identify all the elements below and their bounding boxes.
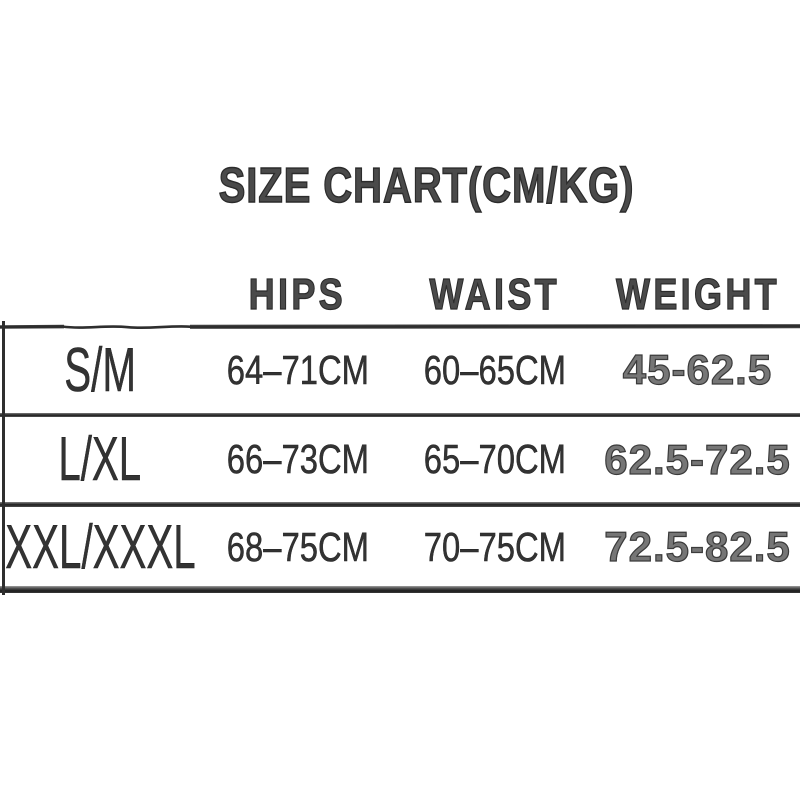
header-cell-hips [200, 270, 395, 320]
waist-value: 65–70CM [423, 436, 567, 482]
weight-cell [595, 523, 800, 571]
table-row [0, 327, 800, 413]
size-cell [0, 424, 200, 495]
table-rule-bottom [0, 586, 800, 593]
column-header-waist: WAIST [429, 270, 561, 319]
weight-cell [595, 436, 800, 484]
size-cell [0, 512, 200, 583]
hips-cell [200, 436, 395, 483]
hips-cell [200, 347, 395, 394]
table-rule-row2 [0, 502, 800, 507]
hips-cell [200, 524, 395, 571]
column-header-hips: HIPS [248, 270, 347, 319]
size-label: S/M [64, 335, 136, 405]
waist-cell [395, 347, 595, 394]
waist-cell [395, 524, 595, 571]
size-label: L/XL [58, 425, 142, 494]
size-label: XXL/XXXL [4, 512, 196, 582]
table-row [0, 417, 800, 502]
column-header-weight: WEIGHT [615, 270, 780, 319]
weight-value: 45-62.5 [622, 346, 773, 393]
table-header-row [0, 270, 800, 320]
waist-value: 60–65CM [423, 346, 567, 393]
hips-value: 68–75CM [226, 523, 369, 570]
waist-value: 70–75CM [423, 523, 567, 570]
size-cell [0, 335, 200, 406]
page-title-wrap [0, 158, 800, 214]
header-cell-weight [595, 270, 800, 320]
hips-value: 64–71CM [226, 346, 369, 393]
page-title: SIZE CHART(CM/KG) [218, 159, 634, 213]
table-row [0, 508, 800, 586]
waist-cell [395, 436, 595, 483]
weight-cell [595, 346, 800, 394]
weight-value: 62.5-72.5 [604, 435, 791, 483]
header-cell-waist [395, 270, 595, 320]
weight-value: 72.5-82.5 [604, 523, 791, 570]
hips-value: 66–73CM [226, 436, 369, 482]
